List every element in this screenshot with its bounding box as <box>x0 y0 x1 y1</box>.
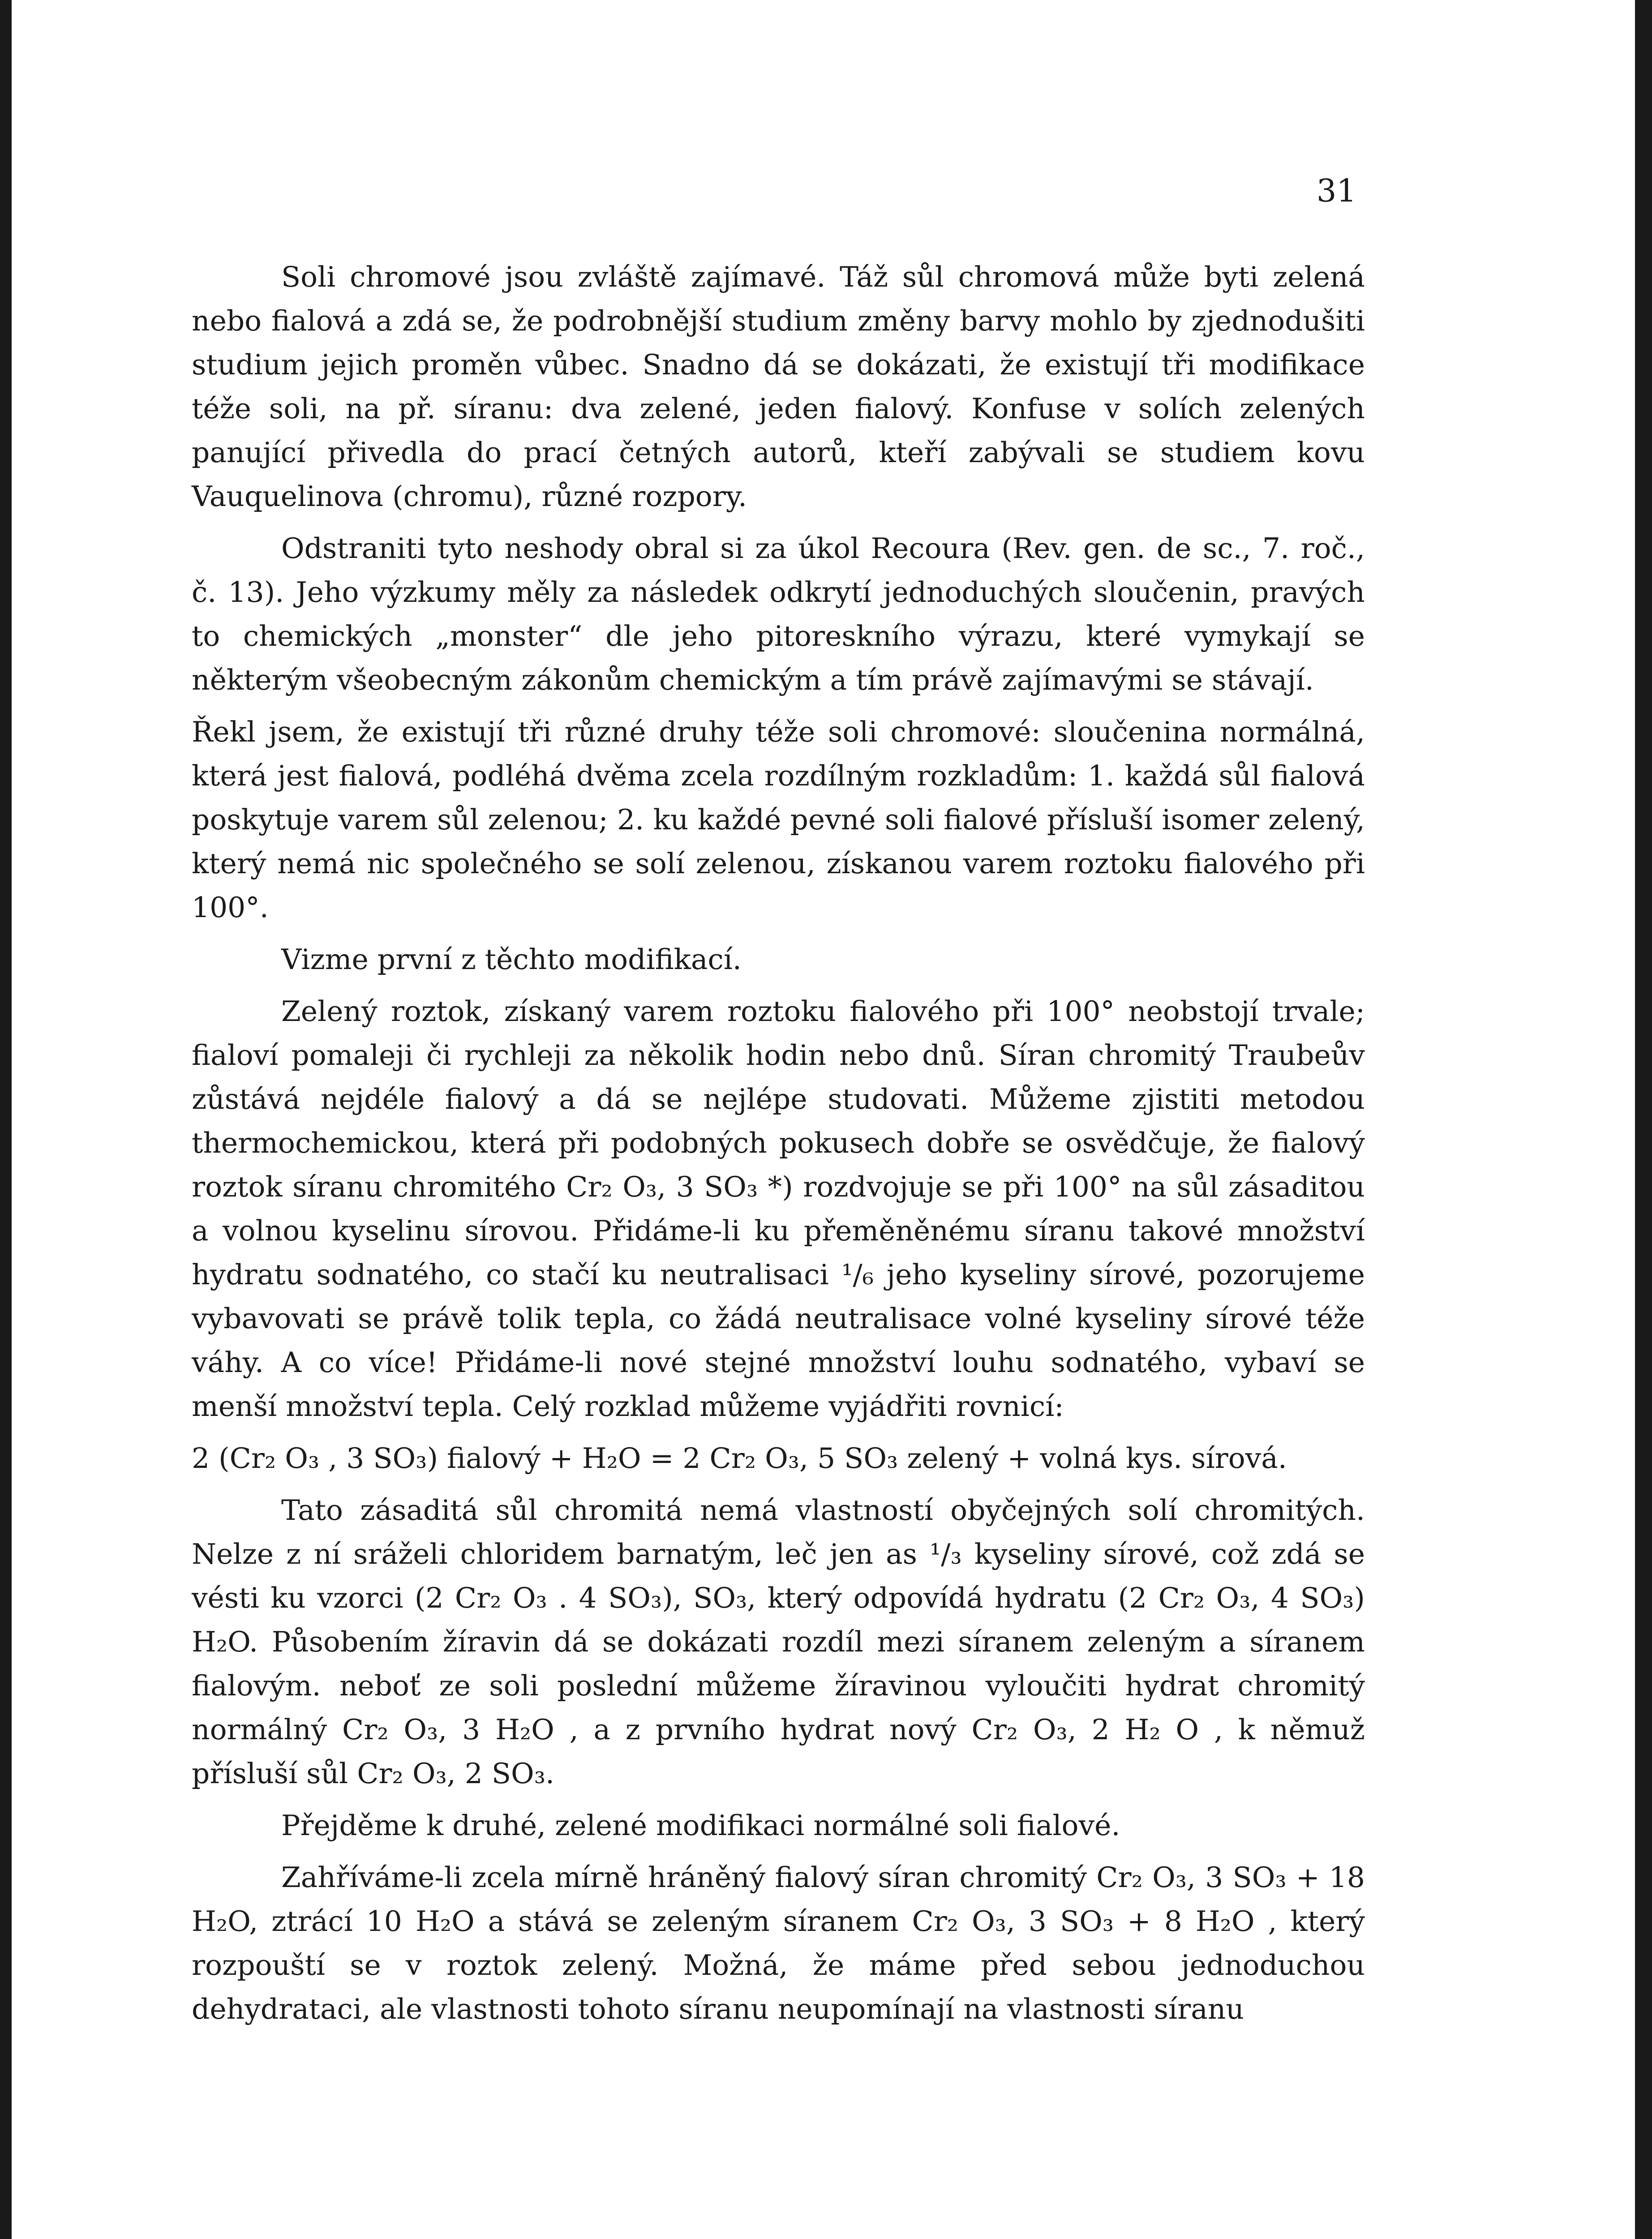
page-number: 31 <box>1316 172 1356 209</box>
equation: 2 (Cr₂ O₃ , 3 SO₃) fialový + H₂O = 2 Cr₂ O₃, 5 SO₃ zelený + volná kys. sírová. <box>192 1442 1287 1475</box>
paragraph-3: Řekl jsem, že existují tři různé druhy téže soli chromové: sloučenina normálná, která jest fialová, podléhá dvěma zcela rozdílným rozkladům: 1. každá sůl fialová poskytuje varem sůl zelenou; 2. ku každé pevné soli fialové přísluší isomer zelený, který nemá nic společného se solí zelenou, získanou varem roztoku fialového při 100°. <box>192 716 1365 924</box>
scan-edge-left <box>0 0 12 2239</box>
paragraph-2: Odstraniti tyto neshody obral si za úkol Recoura (Rev. gen. de sc., 7. roč., č. 13). Jeho výzkumy měly za následek odkrytí jednoduchých sloučenin, pravých to chemických „monster“ dle jeho pitoreskního výrazu, které vymykají se některým všeobecným zákonům chemickým a tím právě zajímavými se stávají. <box>192 532 1365 696</box>
paragraph-6: Tato zásaditá sůl chromitá nemá vlastností obyčejných solí chromitých. Nelze z ní sráželi chloridem barnatým, leč jen as ¹/₃ kyseliny sírové, což zdá se vésti ku vzorci (2 Cr₂ O₃ . 4 SO₃), SO₃, který odpovídá hydratu (2 Cr₂ O₃, 4 SO₃) H₂O. Působením žíravin dá se dokázati rozdíl mezi síranem zeleným a síranem fialovým. neboť ze soli poslední můžeme žíravinou vyloučiti hydrat chromitý normálný Cr₂ O₃, 3 H₂O , a z prvního hydrat nový Cr₂ O₃, 2 H₂ O , k němuž přísluší sůl Cr₂ O₃, 2 SO₃. <box>192 1494 1365 1790</box>
paragraph-7: Přejděme k druhé, zelené modifikaci normálné soli fialové. <box>281 1809 1120 1842</box>
paragraph-1: Soli chromové jsou zvláště zajímavé. Táž sůl chromová může byti zelená nebo fialová a zdá se, že podrobnější studium změny barvy mohlo by zjednodušiti studium jejich proměn vůbec. Snadno dá se dokázati, že existují tři modifikace téže soli, na př. síranu: dva zelené, jeden fialový. Konfuse v solích zelených panující přivedla do prací četných autorů, kteří zabývali se studiem kovu Vauquelinova (chromu), různé rozpory. <box>192 261 1365 513</box>
paragraph-5: Zelený roztok, získaný varem roztoku fialového při 100° neobstojí trvale; fialoví pomaleji či rychleji za několik hodin nebo dnů. Síran chromitý Traubeův zůstává nejdéle fialový a dá se nejlépe studovati. Můžeme zjistiti metodou thermochemickou, která při podobných pokusech dobře se osvědčuje, že fialový roztok síranu chromitého Cr₂ O₃, 3 SO₃ *) rozdvojuje se při 100° na sůl zásaditou a volnou kyselinu sírovou. Přidáme-li ku přeměněnému síranu takové množství hydratu sodnatého, co stačí ku neutralisaci ¹/₆ jeho kyseliny sírové, pozorujeme vybavovati se právě tolik tepla, co žádá neutralisace volné kyseliny sírové téže váhy. A co více! Přidáme-li nové stejné množství louhu sodnatého, vybaví se menší množství tepla. Celý rozklad můžeme vyjádřiti rovnicí: <box>192 995 1365 1423</box>
scan-edge-right <box>1635 0 1652 2239</box>
body-text <box>192 255 1365 2039</box>
paragraph-4: Vizme první z těchto modifikací. <box>281 943 742 976</box>
paragraph-8: Zahříváme-li zcela mírně hráněný fialový síran chromitý Cr₂ O₃, 3 SO₃ + 18 H₂O, ztrácí 10 H₂O a stává se zeleným síranem Cr₂ O₃, 3 SO₃ + 8 H₂O , který rozpouští se v roztok zelený. Možná, že máme před sebou jednoduchou dehydrataci, ale vlastnosti tohoto síranu neupomínají na vlastnosti síranu <box>192 1861 1365 2025</box>
